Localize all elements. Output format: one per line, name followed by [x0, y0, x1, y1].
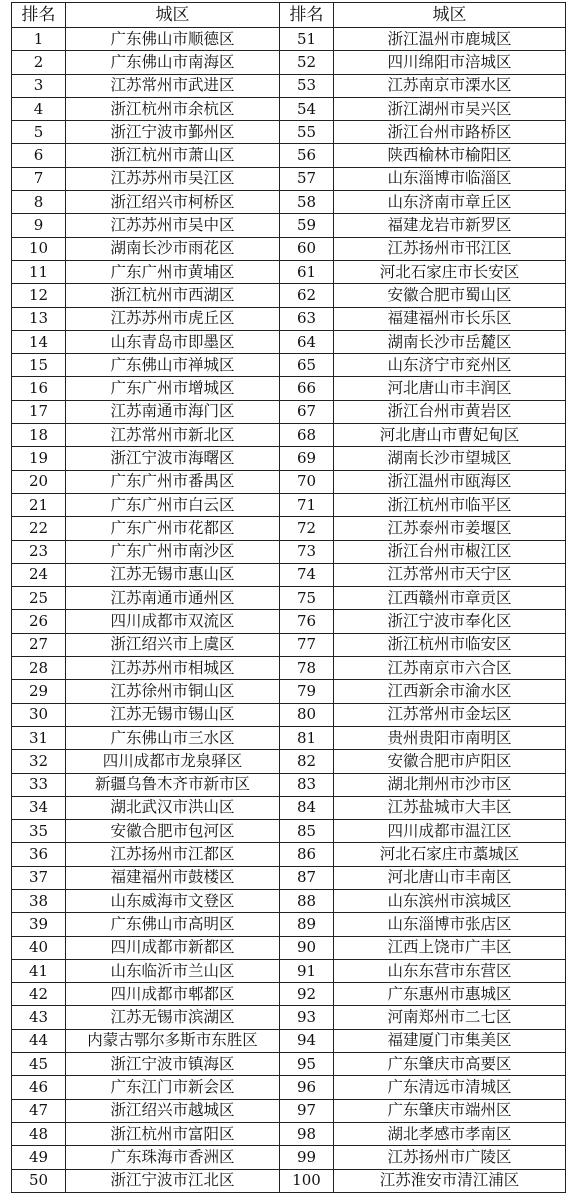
rank-cell: 46: [12, 1076, 66, 1099]
area-cell-2: 江苏常州市天宁区: [334, 563, 566, 586]
area-cell-2: 河北唐山市丰润区: [334, 377, 566, 400]
table-row: [12, 74, 566, 97]
area-cell-2: 安徽合肥市蜀山区: [334, 284, 566, 307]
table-row: [12, 1122, 566, 1145]
area-cell-2: 浙江温州市鹿城区: [334, 28, 566, 51]
table-header-row: [12, 3, 566, 28]
area-cell-2: 四川成都市温江区: [334, 820, 566, 843]
area-cell-2: 河北唐山市丰南区: [334, 866, 566, 889]
area-cell-2: 江苏南京市溧水区: [334, 74, 566, 97]
area-cell-2: 江苏扬州市邗江区: [334, 237, 566, 260]
area-cell: 新疆乌鲁木齐市新市区: [66, 773, 280, 796]
area-cell-2: 河南郑州市二七区: [334, 1006, 566, 1029]
rank-cell-2: 81: [280, 726, 334, 749]
rank-cell: 32: [12, 750, 66, 773]
rank-cell-2: 69: [280, 447, 334, 470]
area-header: 城区: [66, 3, 280, 28]
rank-cell-2: 71: [280, 493, 334, 516]
area-cell: 四川成都市龙泉驿区: [66, 750, 280, 773]
rank-cell-2: 77: [280, 633, 334, 656]
rank-cell-2: 84: [280, 796, 334, 819]
area-cell: 浙江绍兴市柯桥区: [66, 191, 280, 214]
rank-cell: 27: [12, 633, 66, 656]
area-cell: 浙江杭州市富阳区: [66, 1122, 280, 1145]
rank-cell-2: 68: [280, 424, 334, 447]
rank-cell: 13: [12, 307, 66, 330]
table-row: [12, 424, 566, 447]
rank-cell: 34: [12, 796, 66, 819]
area-cell-2: 山东淄博市张店区: [334, 913, 566, 936]
rank-cell: 28: [12, 657, 66, 680]
area-cell-2: 四川绵阳市涪城区: [334, 51, 566, 74]
area-cell: 四川成都市郫都区: [66, 983, 280, 1006]
rank-cell: 37: [12, 866, 66, 889]
area-cell: 浙江绍兴市上虞区: [66, 633, 280, 656]
area-cell: 广东广州市南沙区: [66, 540, 280, 563]
area-cell: 内蒙古鄂尔多斯市东胜区: [66, 1029, 280, 1052]
area-cell: 浙江宁波市镇海区: [66, 1053, 280, 1076]
table-row: [12, 307, 566, 330]
area-cell: 广东广州市花都区: [66, 517, 280, 540]
table-row: [12, 470, 566, 493]
rank-cell: 8: [12, 191, 66, 214]
table-row: [12, 1076, 566, 1099]
rank-cell: 16: [12, 377, 66, 400]
rank-cell-2: 96: [280, 1076, 334, 1099]
table-row: [12, 214, 566, 237]
table-row: [12, 237, 566, 260]
rank-cell-2: 72: [280, 517, 334, 540]
rank-cell-2: 73: [280, 540, 334, 563]
table-row: [12, 680, 566, 703]
table-row: [12, 610, 566, 633]
area-cell-2: 浙江湖州市吴兴区: [334, 97, 566, 120]
area-cell-2: 山东滨州市滨城区: [334, 889, 566, 912]
area-cell-2: 湖北荆州市沙市区: [334, 773, 566, 796]
table-row: [12, 657, 566, 680]
table-row: [12, 354, 566, 377]
area-cell-2: 湖北孝感市孝南区: [334, 1122, 566, 1145]
area-cell-2: 浙江杭州市临平区: [334, 493, 566, 516]
area-cell-2: 湖南长沙市望城区: [334, 447, 566, 470]
area-cell: 江苏常州市武进区: [66, 74, 280, 97]
area-cell: 广东佛山市南海区: [66, 51, 280, 74]
rank-cell: 26: [12, 610, 66, 633]
table-row: [12, 913, 566, 936]
rank-cell: 9: [12, 214, 66, 237]
area-cell: 浙江宁波市鄞州区: [66, 121, 280, 144]
rank-cell-2: 83: [280, 773, 334, 796]
rank-cell: 11: [12, 260, 66, 283]
rank-cell: 18: [12, 424, 66, 447]
area-cell-2: 山东济宁市兖州区: [334, 354, 566, 377]
rank-cell-2: 63: [280, 307, 334, 330]
table-row: [12, 97, 566, 120]
rank-cell-2: 98: [280, 1122, 334, 1145]
rank-header-2: 排名: [280, 3, 334, 28]
table-row: [12, 191, 566, 214]
table-row: [12, 260, 566, 283]
rank-cell-2: 62: [280, 284, 334, 307]
ranking-table-container: [11, 2, 566, 1193]
area-cell-2: 陕西榆林市榆阳区: [334, 144, 566, 167]
area-cell: 江苏无锡市滨湖区: [66, 1006, 280, 1029]
area-cell: 山东青岛市即墨区: [66, 330, 280, 353]
rank-cell-2: 89: [280, 913, 334, 936]
rank-cell-2: 87: [280, 866, 334, 889]
rank-header: 排名: [12, 3, 66, 28]
area-cell: 湖南长沙市雨花区: [66, 237, 280, 260]
table-row: [12, 1146, 566, 1169]
rank-cell-2: 95: [280, 1053, 334, 1076]
area-cell: 江苏南通市通州区: [66, 587, 280, 610]
table-row: [12, 400, 566, 423]
rank-cell-2: 99: [280, 1146, 334, 1169]
area-cell: 江苏无锡市锡山区: [66, 703, 280, 726]
area-cell: 山东威海市文登区: [66, 889, 280, 912]
area-cell-2: 浙江台州市椒江区: [334, 540, 566, 563]
table-row: [12, 889, 566, 912]
area-cell-2: 广东肇庆市高要区: [334, 1053, 566, 1076]
table-row: [12, 633, 566, 656]
rank-cell-2: 61: [280, 260, 334, 283]
rank-cell-2: 97: [280, 1099, 334, 1122]
table-row: [12, 517, 566, 540]
area-cell: 广东广州市增城区: [66, 377, 280, 400]
table-row: [12, 1006, 566, 1029]
table-row: [12, 493, 566, 516]
table-row: [12, 750, 566, 773]
area-cell-2: 广东清远市清城区: [334, 1076, 566, 1099]
area-cell: 四川成都市双流区: [66, 610, 280, 633]
area-cell: 广东广州市白云区: [66, 493, 280, 516]
table-row: [12, 121, 566, 144]
area-cell-2: 河北唐山市曹妃甸区: [334, 424, 566, 447]
rank-cell-2: 75: [280, 587, 334, 610]
rank-cell: 35: [12, 820, 66, 843]
rank-cell-2: 80: [280, 703, 334, 726]
table-row: [12, 703, 566, 726]
area-cell-2: 浙江台州市路桥区: [334, 121, 566, 144]
table-row: [12, 796, 566, 819]
table-row: [12, 866, 566, 889]
table-row: [12, 144, 566, 167]
area-cell: 江苏徐州市铜山区: [66, 680, 280, 703]
rank-cell: 42: [12, 983, 66, 1006]
rank-cell-2: 54: [280, 97, 334, 120]
area-cell-2: 浙江宁波市奉化区: [334, 610, 566, 633]
area-cell-2: 广东肇庆市端州区: [334, 1099, 566, 1122]
table-row: [12, 936, 566, 959]
rank-cell-2: 100: [280, 1169, 334, 1192]
table-row: [12, 843, 566, 866]
rank-cell-2: 74: [280, 563, 334, 586]
rank-cell-2: 56: [280, 144, 334, 167]
rank-cell: 4: [12, 97, 66, 120]
table-row: [12, 587, 566, 610]
table-row: [12, 1053, 566, 1076]
area-cell: 广东佛山市高明区: [66, 913, 280, 936]
rank-cell: 19: [12, 447, 66, 470]
rank-cell-2: 70: [280, 470, 334, 493]
area-cell: 江苏苏州市相城区: [66, 657, 280, 680]
rank-cell-2: 57: [280, 167, 334, 190]
rank-cell-2: 85: [280, 820, 334, 843]
rank-cell: 49: [12, 1146, 66, 1169]
rank-cell-2: 52: [280, 51, 334, 74]
rank-cell-2: 91: [280, 959, 334, 982]
area-cell-2: 安徽合肥市庐阳区: [334, 750, 566, 773]
rank-cell: 40: [12, 936, 66, 959]
rank-cell: 36: [12, 843, 66, 866]
rank-cell: 44: [12, 1029, 66, 1052]
area-cell: 广东江门市新会区: [66, 1076, 280, 1099]
table-row: [12, 773, 566, 796]
rank-cell: 24: [12, 563, 66, 586]
area-cell-2: 山东淄博市临淄区: [334, 167, 566, 190]
rank-cell: 29: [12, 680, 66, 703]
rank-cell: 12: [12, 284, 66, 307]
area-cell-2: 江西新余市渝水区: [334, 680, 566, 703]
rank-cell: 47: [12, 1099, 66, 1122]
rank-cell-2: 94: [280, 1029, 334, 1052]
table-row: [12, 726, 566, 749]
rank-cell: 20: [12, 470, 66, 493]
area-cell-2: 江苏常州市金坛区: [334, 703, 566, 726]
area-cell: 江苏苏州市吴中区: [66, 214, 280, 237]
rank-cell: 23: [12, 540, 66, 563]
table-row: [12, 563, 566, 586]
rank-cell-2: 66: [280, 377, 334, 400]
area-cell-2: 贵州贵阳市南明区: [334, 726, 566, 749]
area-cell-2: 湖南长沙市岳麓区: [334, 330, 566, 353]
area-cell: 安徽合肥市包河区: [66, 820, 280, 843]
table-row: [12, 330, 566, 353]
area-cell-2: 江苏扬州市广陵区: [334, 1146, 566, 1169]
rank-cell: 3: [12, 74, 66, 97]
rank-cell: 6: [12, 144, 66, 167]
rank-cell: 2: [12, 51, 66, 74]
rank-cell-2: 67: [280, 400, 334, 423]
rank-cell: 1: [12, 28, 66, 51]
rank-cell: 50: [12, 1169, 66, 1192]
area-cell: 浙江绍兴市越城区: [66, 1099, 280, 1122]
area-cell: 广东广州市黄埔区: [66, 260, 280, 283]
rank-cell-2: 64: [280, 330, 334, 353]
rank-cell: 14: [12, 330, 66, 353]
rank-cell-2: 59: [280, 214, 334, 237]
area-cell: 江苏常州市新北区: [66, 424, 280, 447]
rank-cell-2: 78: [280, 657, 334, 680]
area-cell: 山东临沂市兰山区: [66, 959, 280, 982]
rank-cell-2: 60: [280, 237, 334, 260]
area-cell-2: 福建厦门市集美区: [334, 1029, 566, 1052]
table-row: [12, 540, 566, 563]
area-cell: 浙江杭州市余杭区: [66, 97, 280, 120]
rank-cell: 30: [12, 703, 66, 726]
rank-cell: 45: [12, 1053, 66, 1076]
rank-cell: 5: [12, 121, 66, 144]
area-cell-2: 浙江温州市瓯海区: [334, 470, 566, 493]
table-body: [12, 28, 566, 1193]
area-cell: 江苏苏州市虎丘区: [66, 307, 280, 330]
rank-cell: 17: [12, 400, 66, 423]
area-cell-2: 浙江杭州市临安区: [334, 633, 566, 656]
rank-cell: 48: [12, 1122, 66, 1145]
rank-cell: 10: [12, 237, 66, 260]
table-row: [12, 447, 566, 470]
rank-cell-2: 65: [280, 354, 334, 377]
area-cell-2: 河北石家庄市藁城区: [334, 843, 566, 866]
rank-cell: 39: [12, 913, 66, 936]
rank-cell-2: 86: [280, 843, 334, 866]
rank-cell-2: 88: [280, 889, 334, 912]
rank-cell-2: 82: [280, 750, 334, 773]
area-cell-2: 江苏泰州市姜堰区: [334, 517, 566, 540]
area-cell-2: 江苏南京市六合区: [334, 657, 566, 680]
area-cell: 四川成都市新都区: [66, 936, 280, 959]
area-cell-2: 江西赣州市章贡区: [334, 587, 566, 610]
area-cell: 广东珠海市香洲区: [66, 1146, 280, 1169]
area-cell: 广东佛山市禅城区: [66, 354, 280, 377]
table-row: [12, 284, 566, 307]
district-ranking-table: [11, 2, 566, 1193]
area-cell-2: 广东惠州市惠城区: [334, 983, 566, 1006]
rank-cell: 31: [12, 726, 66, 749]
rank-cell: 22: [12, 517, 66, 540]
rank-cell: 38: [12, 889, 66, 912]
rank-cell: 15: [12, 354, 66, 377]
area-cell-2: 江西上饶市广丰区: [334, 936, 566, 959]
rank-cell: 25: [12, 587, 66, 610]
area-cell: 福建福州市鼓楼区: [66, 866, 280, 889]
area-cell: 浙江杭州市西湖区: [66, 284, 280, 307]
rank-cell-2: 79: [280, 680, 334, 703]
table-row: [12, 51, 566, 74]
rank-cell: 43: [12, 1006, 66, 1029]
area-cell-2: 河北石家庄市长安区: [334, 260, 566, 283]
table-row: [12, 820, 566, 843]
rank-cell-2: 58: [280, 191, 334, 214]
rank-cell: 21: [12, 493, 66, 516]
area-cell: 江苏无锡市惠山区: [66, 563, 280, 586]
table-row: [12, 1099, 566, 1122]
area-cell: 浙江宁波市海曙区: [66, 447, 280, 470]
rank-cell-2: 92: [280, 983, 334, 1006]
table-row: [12, 377, 566, 400]
area-cell: 江苏苏州市吴江区: [66, 167, 280, 190]
area-cell-2: 福建龙岩市新罗区: [334, 214, 566, 237]
rank-cell-2: 53: [280, 74, 334, 97]
area-header-2: 城区: [334, 3, 566, 28]
area-cell-2: 福建福州市长乐区: [334, 307, 566, 330]
rank-cell-2: 90: [280, 936, 334, 959]
area-cell-2: 江苏盐城市大丰区: [334, 796, 566, 819]
table-row: [12, 1029, 566, 1052]
table-row: [12, 167, 566, 190]
area-cell: 浙江宁波市江北区: [66, 1169, 280, 1192]
area-cell-2: 山东东营市东营区: [334, 959, 566, 982]
area-cell: 江苏扬州市江都区: [66, 843, 280, 866]
area-cell-2: 江苏淮安市清江浦区: [334, 1169, 566, 1192]
table-row: [12, 28, 566, 51]
rank-cell-2: 55: [280, 121, 334, 144]
rank-cell: 33: [12, 773, 66, 796]
area-cell: 广东广州市番禺区: [66, 470, 280, 493]
rank-cell-2: 93: [280, 1006, 334, 1029]
rank-cell-2: 76: [280, 610, 334, 633]
area-cell: 湖北武汉市洪山区: [66, 796, 280, 819]
rank-cell-2: 51: [280, 28, 334, 51]
area-cell: 江苏南通市海门区: [66, 400, 280, 423]
rank-cell: 41: [12, 959, 66, 982]
area-cell: 浙江杭州市萧山区: [66, 144, 280, 167]
table-row: [12, 1169, 566, 1192]
rank-cell: 7: [12, 167, 66, 190]
area-cell-2: 山东济南市章丘区: [334, 191, 566, 214]
area-cell: 广东佛山市顺德区: [66, 28, 280, 51]
table-row: [12, 983, 566, 1006]
table-row: [12, 959, 566, 982]
area-cell: 广东佛山市三水区: [66, 726, 280, 749]
area-cell-2: 浙江台州市黄岩区: [334, 400, 566, 423]
